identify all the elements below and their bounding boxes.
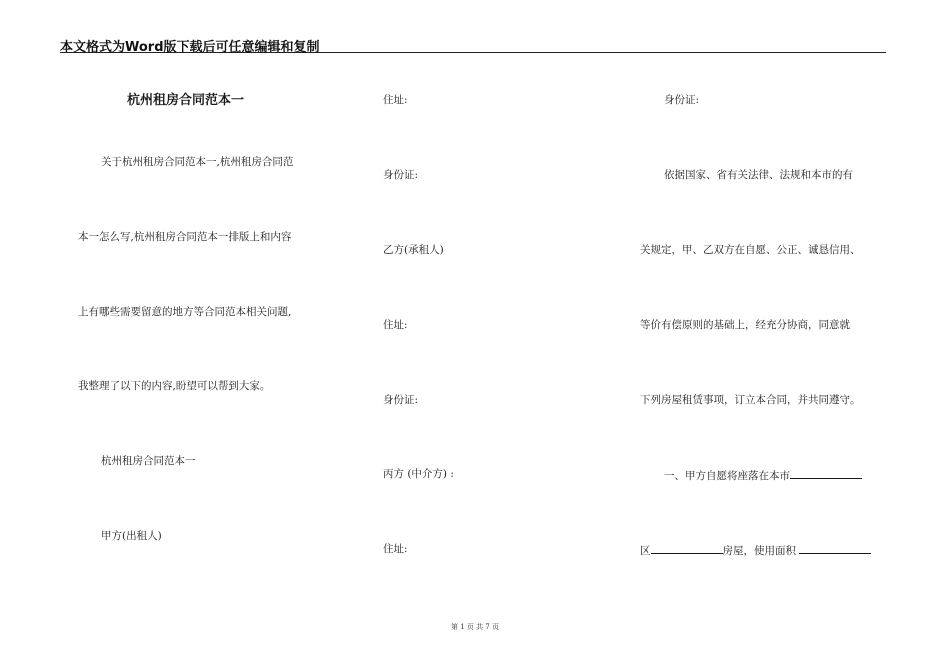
col1-party-a: 甲方(出租人) <box>101 530 162 542</box>
col3-line-4: 下列房屋租赁事项，订立本合同，并共同遵守。 <box>640 394 861 406</box>
blank-city <box>790 467 862 479</box>
col2-id-b: 身份证: <box>383 394 419 406</box>
col1-line-1: 关于杭州租房合同范本一,杭州租房合同范 <box>101 156 294 168</box>
col1-line-4: 我整理了以下的内容,盼望可以帮到大家。 <box>78 380 271 392</box>
blank-area <box>799 542 871 554</box>
col1-line-3: 上有哪些需要留意的地方等合同范本相关问题, <box>78 306 292 318</box>
col3-clause-1-cont <box>640 542 871 558</box>
header-text: 本文格式为Word版下载后可任意编辑和复制 <box>60 40 320 55</box>
col2-party-b: 乙方(承租人) <box>383 244 444 256</box>
area-label: 房屋，使用面积 <box>722 545 796 557</box>
blank-district <box>651 542 723 554</box>
district-label: 区 <box>640 545 651 557</box>
col3-line-2: 关规定，甲、乙双方在自愿、公正、诚恳信用、 <box>640 244 861 256</box>
col2-party-c: 丙方 (中介方) : <box>383 468 454 480</box>
col3-clause-1 <box>664 467 862 483</box>
page-number: 第 1 页 共 7 页 <box>450 623 500 631</box>
col3-id-c: 身份证: <box>664 94 700 106</box>
col2-address-b: 住址: <box>383 319 408 331</box>
document-title: 杭州租房合同范本一 <box>127 93 245 108</box>
col2-address-c: 住址: <box>383 543 408 555</box>
col3-line-3: 等价有偿原则的基础上，经充分协商，同意就 <box>640 319 850 331</box>
col2-address-a: 住址: <box>383 94 408 106</box>
col3-line-1: 依据国家、省有关法律、法规和本市的有 <box>664 169 853 181</box>
col1-line-2: 本一怎么写,杭州租房合同范本一排版上和内容 <box>78 231 292 243</box>
document-header <box>60 36 886 53</box>
col2-id-a: 身份证: <box>383 169 419 181</box>
col1-subtitle: 杭州租房合同范本一 <box>101 455 196 467</box>
clause-1-text: 一、甲方自愿将座落在本市 <box>664 470 790 482</box>
